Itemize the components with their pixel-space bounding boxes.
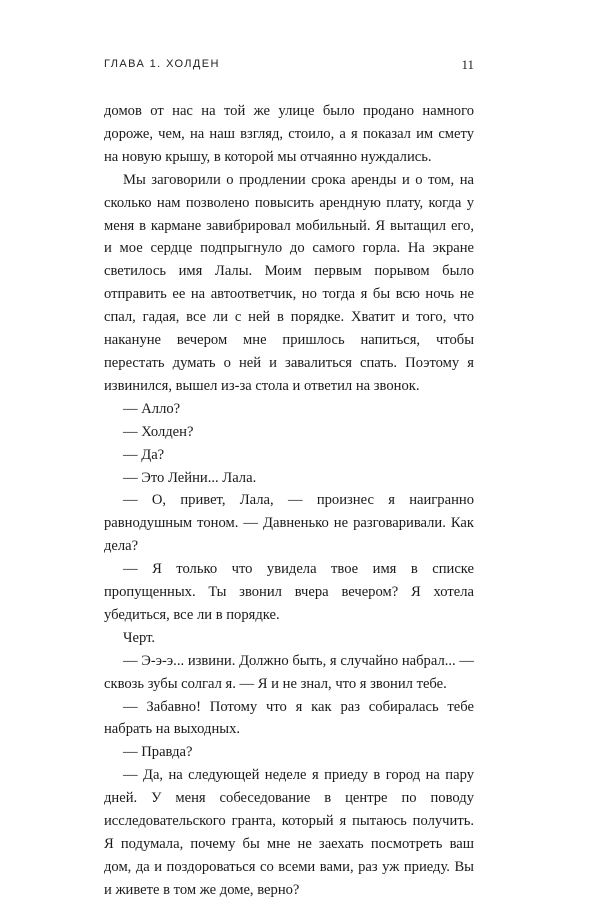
running-head <box>104 58 474 78</box>
dialogue-line: — Это Лейни... Лала. <box>123 469 257 486</box>
paragraph: Мы заговорили о продлении срока аренды и о том, на сколько нам позволено повысить арендную плату, когда у меня в кармане завибрировал мобильный. Я вытащил его, и мое сердце подпрыгнуло до самого горла. На экране светилось имя Лалы. Моим первым порывом было отправить ее на автоответчик, но тогда я бы всю ночь не спал, гадая, все ли с ней в порядке. Хватит и того, что накануне вечером мне пришлось напиться, чтобы перестать думать о ней и завалиться спать. Поэтому я извинился, вышел из-за стола и ответил на звонок. <box>104 171 474 394</box>
dialogue-line: — О, привет, Лала, — произнес я наигранно равнодушным тоном. — Давненько не разговаривали. Как дела? <box>104 492 474 555</box>
body-text <box>104 100 474 902</box>
dialogue-line: — Алло? <box>123 400 181 417</box>
chapter-title: ГЛАВА 1. ХОЛДЕН <box>104 58 220 70</box>
paragraph: домов от нас на той же улице было продано намного дороже, чем, на наш взгляд, стоило, а я показал им смету на новую крышу, в которой мы отчаянно нуждались. <box>104 103 474 165</box>
dialogue-line: — Я только что увидела твое имя в списке пропущенных. Ты звонил вчера вечером? Я хотела убедиться, все ли в порядке. <box>104 561 474 623</box>
dialogue-line: — Да, на следующей неделе я приеду в город на пару дней. У меня собеседование в центре по поводу исследовательского гранта, который я пытаюсь получить. Я подумала, почему бы мне не заехать посмотреть ваш дом, да и поздороваться со всеми вами, раз уж приеду. Вы и живете в том же доме, верно? <box>104 767 474 898</box>
page-number: 11 <box>461 57 474 72</box>
dialogue-line: — Забавно! Потому что я как раз собиралась тебе набрать на выходных. <box>104 698 474 738</box>
dialogue-line: — Холден? <box>123 423 194 440</box>
dialogue-line: — Правда? <box>123 744 193 761</box>
dialogue-line: — Да? <box>123 446 165 463</box>
paragraph: Черт. <box>123 629 155 646</box>
dialogue-line: — Э-э-э... извини. Должно быть, я случайно набрал... — сквозь зубы солгал я. — Я и не знал, что я звонил тебе. <box>104 652 474 692</box>
